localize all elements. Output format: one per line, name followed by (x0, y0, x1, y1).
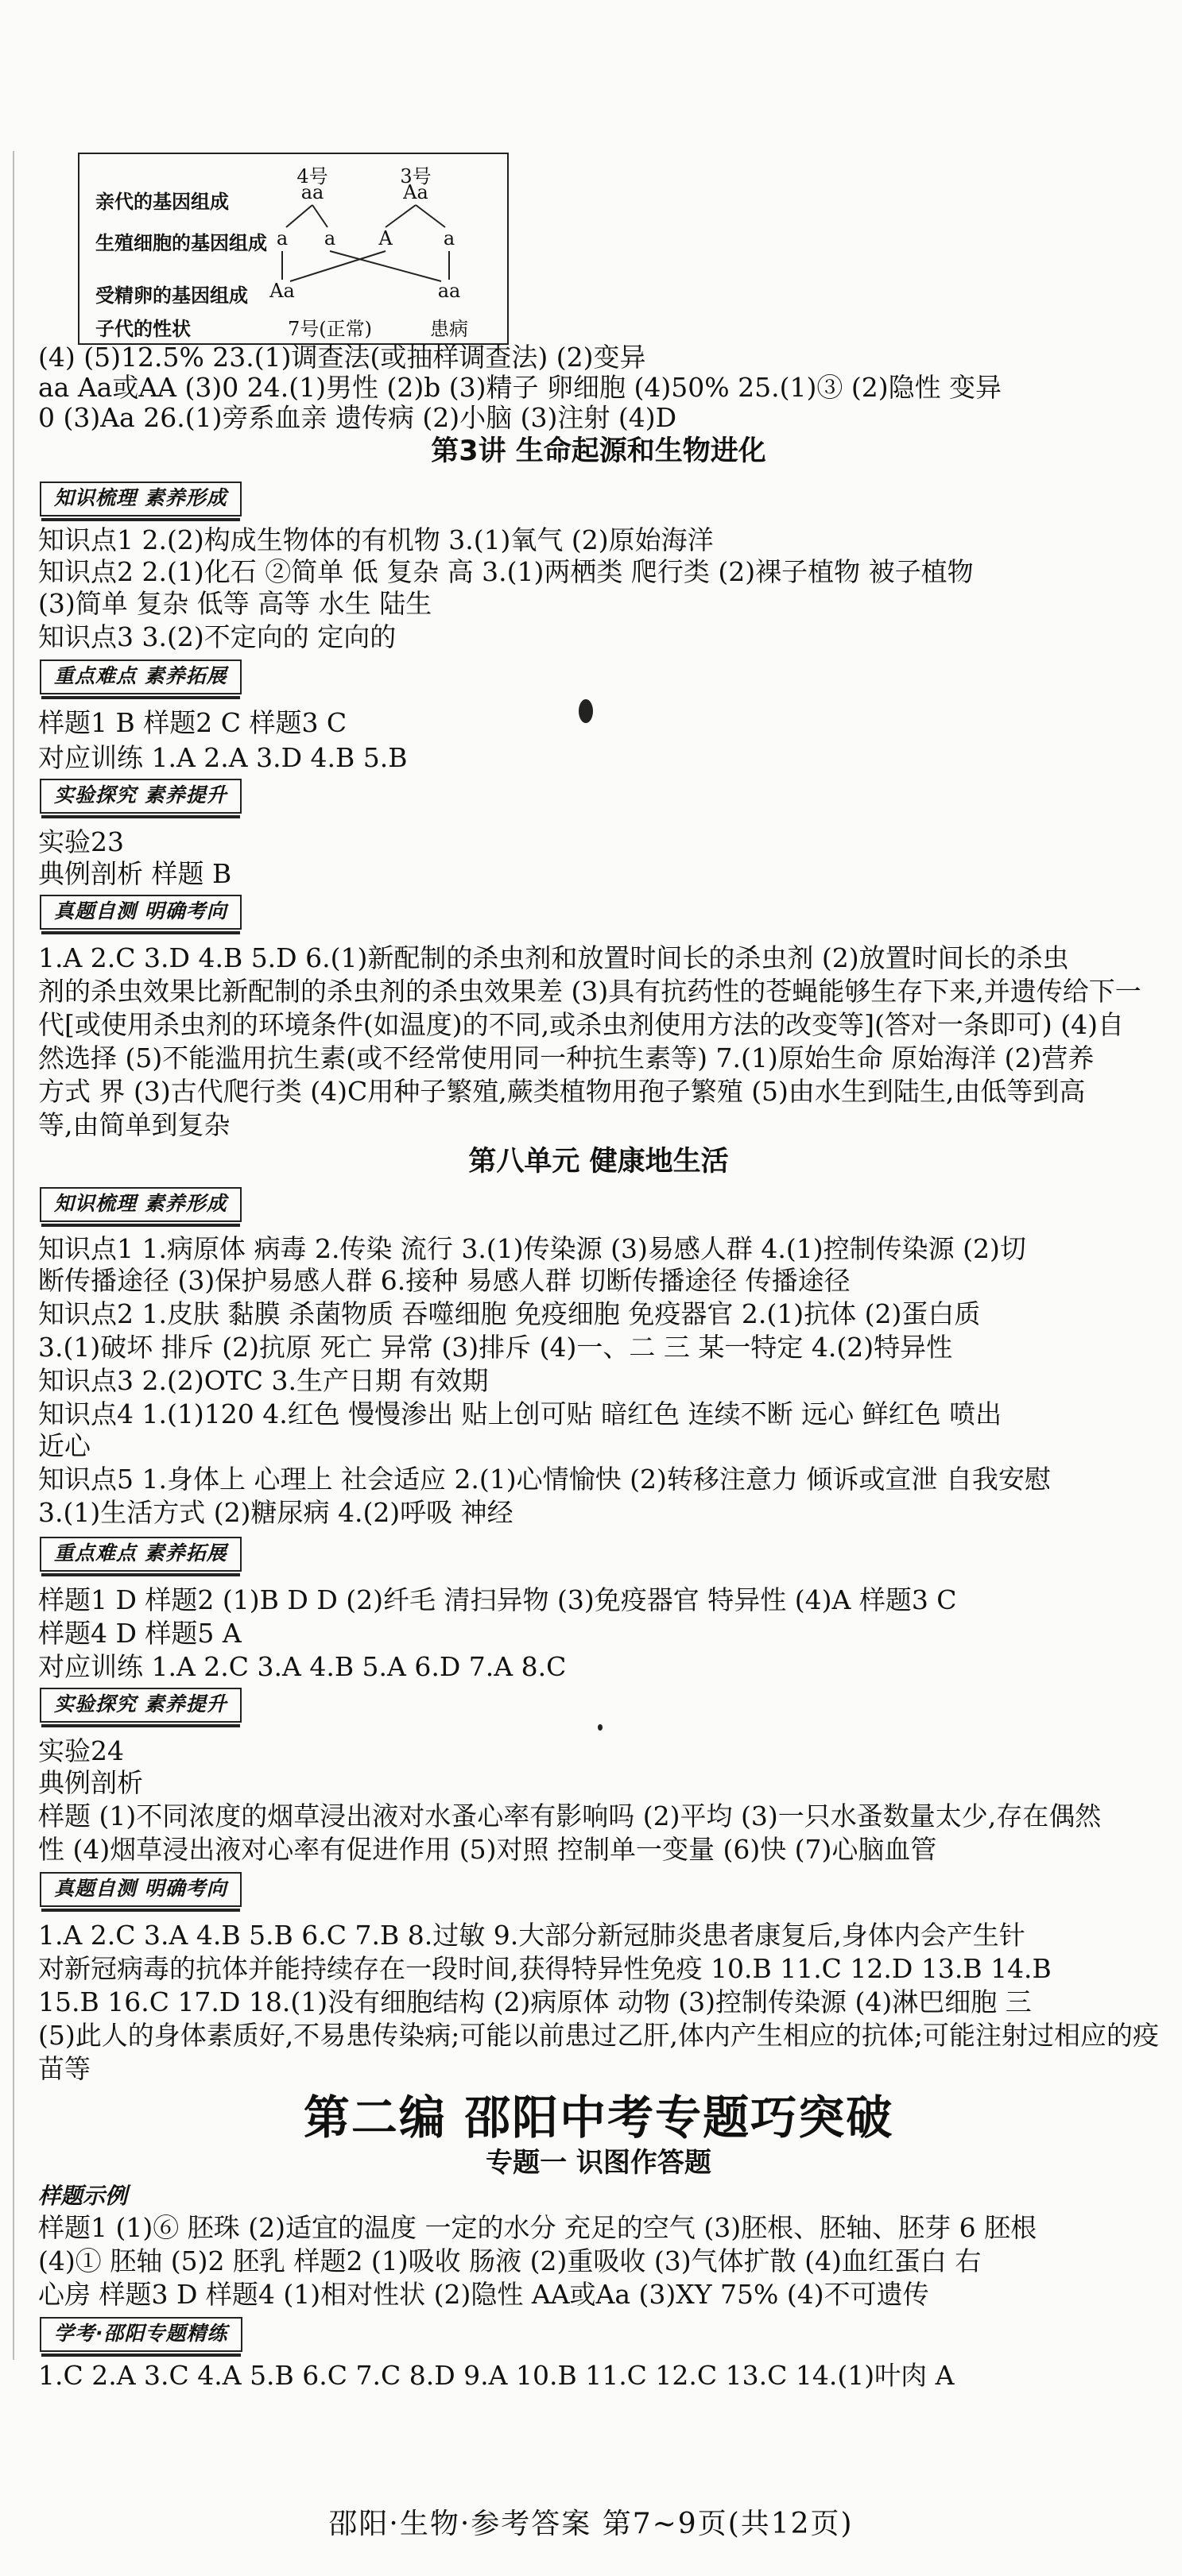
text-line: 苗等 (38, 2053, 91, 2084)
text-line: 样题1 B 样题2 C 样题3 C (38, 707, 347, 738)
text-line: 3.(1)生活方式 (2)糖尿病 4.(2)呼吸 神经 (38, 1497, 513, 1528)
text-line: 知识点3 3.(2)不定向的 定向的 (38, 621, 397, 652)
text-line: 典例剖析 样题 B (38, 858, 232, 889)
text-line: 1.A 2.C 3.D 4.B 5.D 6.(1)新配制的杀虫剂和放置时间长的杀虫剂 (2)放置时间长的杀虫 (38, 942, 1069, 973)
diagram-arrows (79, 154, 507, 343)
ink-smudge (579, 699, 593, 723)
text-line: 对新冠病毒的抗体并能持续存在一段时间,获得特异性免疫 10.B 11.C 12.D 13.B 14.B (38, 1953, 1052, 1984)
text-line: 典例剖析 (38, 1767, 143, 1798)
text-line: (5)此人的身体素质好,不易患传染病;可能以前患过乙肝,体内产生相应的抗体;可能注射过相应的疫 (38, 2020, 1159, 2051)
genetic-diagram (78, 153, 509, 345)
diagram-father-label: 4号 (296, 165, 328, 188)
diagram-father-genotype: aa (300, 181, 324, 203)
text-line: 15.B 16.C 17.D 18.(1)没有细胞结构 (2)病原体 动物 (3)控制传染源 (4)淋巴细胞 三 (38, 1986, 1032, 2017)
text-line: (4) (5)12.5% 23.(1)调查法(或抽样调查法) (2)变异 (38, 342, 646, 373)
text-line: 对应训练 1.A 2.C 3.A 4.B 5.A 6.D 7.A 8.C (38, 1651, 567, 1682)
text-line: 等,由简单到复杂 (38, 1109, 231, 1140)
diagram-row-zygote: 受精卵的基因组成 (95, 284, 248, 307)
text-line: 断传播途径 (3)保护易感人群 6.接种 易感人群 切断传播途径 传播途径 (38, 1265, 851, 1296)
diagram-row-trait: 子代的性状 (95, 318, 191, 340)
diagram-mother-genotype: Aa (403, 181, 428, 203)
text-line: 1.C 2.A 3.C 4.A 5.B 6.C 7.C 8.D 9.A 10.B 11.C 12.C 13.C 14.(1)叶肉 A (38, 2360, 955, 2391)
example-label: 样题示例 (38, 2183, 128, 2209)
text-line: 知识点2 2.(1)化石 ②简单 低 复杂 高 3.(1)两栖类 爬行类 (2)裸子植物 被子植物 (38, 556, 974, 587)
text-line: 方式 界 (3)古代爬行类 (4)C用种子繁殖,蕨类植物用孢子繁殖 (5)由水生到陆生,由低等到高 (38, 1076, 1086, 1107)
text-line: 1.A 2.C 3.A 4.B 5.B 6.C 7.B 8.过敏 9.大部分新冠肺炎患者康复后,身体内会产生针 (38, 1920, 1025, 1951)
text-line: 0 (3)Aa 26.(1)旁系血亲 遗传病 (2)小脑 (3)注射 (4)D (38, 402, 677, 433)
part-title: 第二编 邵阳中考专题巧突破 (303, 2091, 894, 2144)
diagram-row-gametes: 生殖细胞的基因组成 (95, 232, 267, 254)
text-line: 知识点1 2.(2)构成生物体的有机物 3.(1)氧气 (2)原始海洋 (38, 524, 714, 555)
text-line: 知识点5 1.身体上 心理上 社会适应 2.(1)心情愉快 (2)转移注意力 倾诉或宣泄 自我安慰 (38, 1464, 1051, 1495)
section-tag: 实验探究 素养提升 (40, 779, 242, 814)
diagram-zygote-aa: aa (437, 280, 461, 302)
text-line: 样题 (1)不同浓度的烟草浸出液对水蚤心率有影响吗 (2)平均 (3)一只水蚤数量太少,存在偶然 (38, 1800, 1102, 1831)
arrow-line (416, 205, 445, 227)
diagram-child-normal: 7号(正常) (288, 318, 372, 340)
text-line: 然选择 (5)不能滥用抗生素(或不经常使用同一种抗生素等) 7.(1)原始生命 原始海洋 (2)营养 (38, 1042, 1095, 1073)
text-line: (3)简单 复杂 低等 高等 水生 陆生 (38, 588, 432, 619)
text-line: 性 (4)烟草浸出液对心率有促进作用 (5)对照 控制单一变量 (6)快 (7)心脑血管 (38, 1834, 937, 1865)
arrow-line (290, 251, 386, 281)
section-tag: 重点难点 素养拓展 (40, 1537, 242, 1572)
diagram-zygote-Aa: Aa (269, 280, 295, 302)
section-tag: 实验探究 素养提升 (40, 1688, 242, 1723)
margin-rule (13, 151, 14, 2360)
text-line: 对应训练 1.A 2.A 3.D 4.B 5.B (38, 742, 408, 773)
text-line: 代[或使用杀虫剂的环境条件(如温度)的不同,或杀虫剂使用方法的改变等](答对一条即可) (4)自 (38, 1009, 1124, 1040)
section-tag: 知识梳理 素养形成 (40, 1187, 242, 1222)
diagram-gamete: A (378, 227, 393, 249)
diagram-gamete: a (443, 227, 455, 249)
text-line: 样题1 D 样题2 (1)B D D (2)纤毛 清扫异物 (3)免疫器官 特异性 (4)A 样题3 C (38, 1584, 957, 1615)
text-line: 知识点3 2.(2)OTC 3.生产日期 有效期 (38, 1365, 489, 1396)
diagram-gamete: a (276, 227, 289, 249)
arrow-line (330, 251, 441, 281)
section-tag: 学考·邵阳专题精练 (40, 2317, 242, 2352)
text-line: 知识点1 1.病原体 病毒 2.传染 流行 3.(1)传染源 (3)易感人群 4.(1)控制传染源 (2)切 (38, 1233, 1026, 1264)
text-line: 知识点2 1.皮肤 黏膜 杀菌物质 吞噬细胞 免疫细胞 免疫器官 2.(1)抗体 (2)蛋白质 (38, 1298, 981, 1329)
arrow-line (386, 205, 416, 227)
text-line: 样题1 (1)⑥ 胚珠 (2)适宜的温度 一定的水分 充足的空气 (3)胚根、胚轴、胚芽 6 胚根 (38, 2212, 1037, 2243)
diagram-mother-label: 3号 (400, 165, 432, 188)
text-line: 实验23 (38, 826, 124, 857)
text-line: aa Aa或AA (3)0 24.(1)男性 (2)b (3)精子 卵细胞 (4)50% 25.(1)③ (2)隐性 变异 (38, 372, 1002, 403)
arrow-line (312, 205, 327, 227)
diagram-child-sick: 患病 (430, 318, 468, 340)
ink-dot (598, 1724, 603, 1731)
unit-title: 第八单元 健康地生活 (468, 1146, 729, 1178)
text-line: 知识点4 1.(1)120 4.红色 慢慢渗出 贴上创可贴 暗红色 连续不断 远心 鲜红色 喷出 (38, 1398, 1002, 1429)
text-line: 实验24 (38, 1735, 124, 1766)
text-line: (4)① 胚轴 (5)2 胚乳 样题2 (1)吸收 肠液 (2)重吸收 (3)气体扩散 (4)血红蛋白 右 (38, 2245, 982, 2276)
text-line: 剂的杀虫效果比新配制的杀虫剂的杀虫效果差 (3)具有抗药性的苍蝇能够生存下来,并遗传给下一 (38, 976, 1141, 1007)
section-tag: 重点难点 素养拓展 (40, 659, 242, 694)
text-line: 近心 (38, 1430, 91, 1461)
section-tag: 真题自测 明确考向 (40, 1872, 242, 1907)
diagram-gamete: a (324, 227, 336, 249)
text-line: 3.(1)破坏 排斥 (2)抗原 死亡 异常 (3)排斥 (4)一、二 三 某一特定 4.(2)特异性 (38, 1332, 953, 1363)
section-tag: 真题自测 明确考向 (40, 895, 242, 930)
text-line: 样题4 D 样题5 A (38, 1618, 242, 1649)
topic-title: 专题一 识图作答题 (486, 2147, 711, 2179)
page-footer: 邵阳·生物·参考答案 第7~9页(共12页) (328, 2508, 854, 2540)
text-line: 心房 样题3 D 样题4 (1)相对性状 (2)隐性 AA或Aa (3)XY 75% (4)不可遗传 (38, 2279, 929, 2310)
diagram-row-parents: 亲代的基因组成 (95, 191, 229, 213)
section-tag: 知识梳理 素养形成 (40, 482, 242, 516)
arrow-line (286, 205, 312, 227)
section-title: 第3讲 生命起源和生物进化 (431, 435, 766, 467)
